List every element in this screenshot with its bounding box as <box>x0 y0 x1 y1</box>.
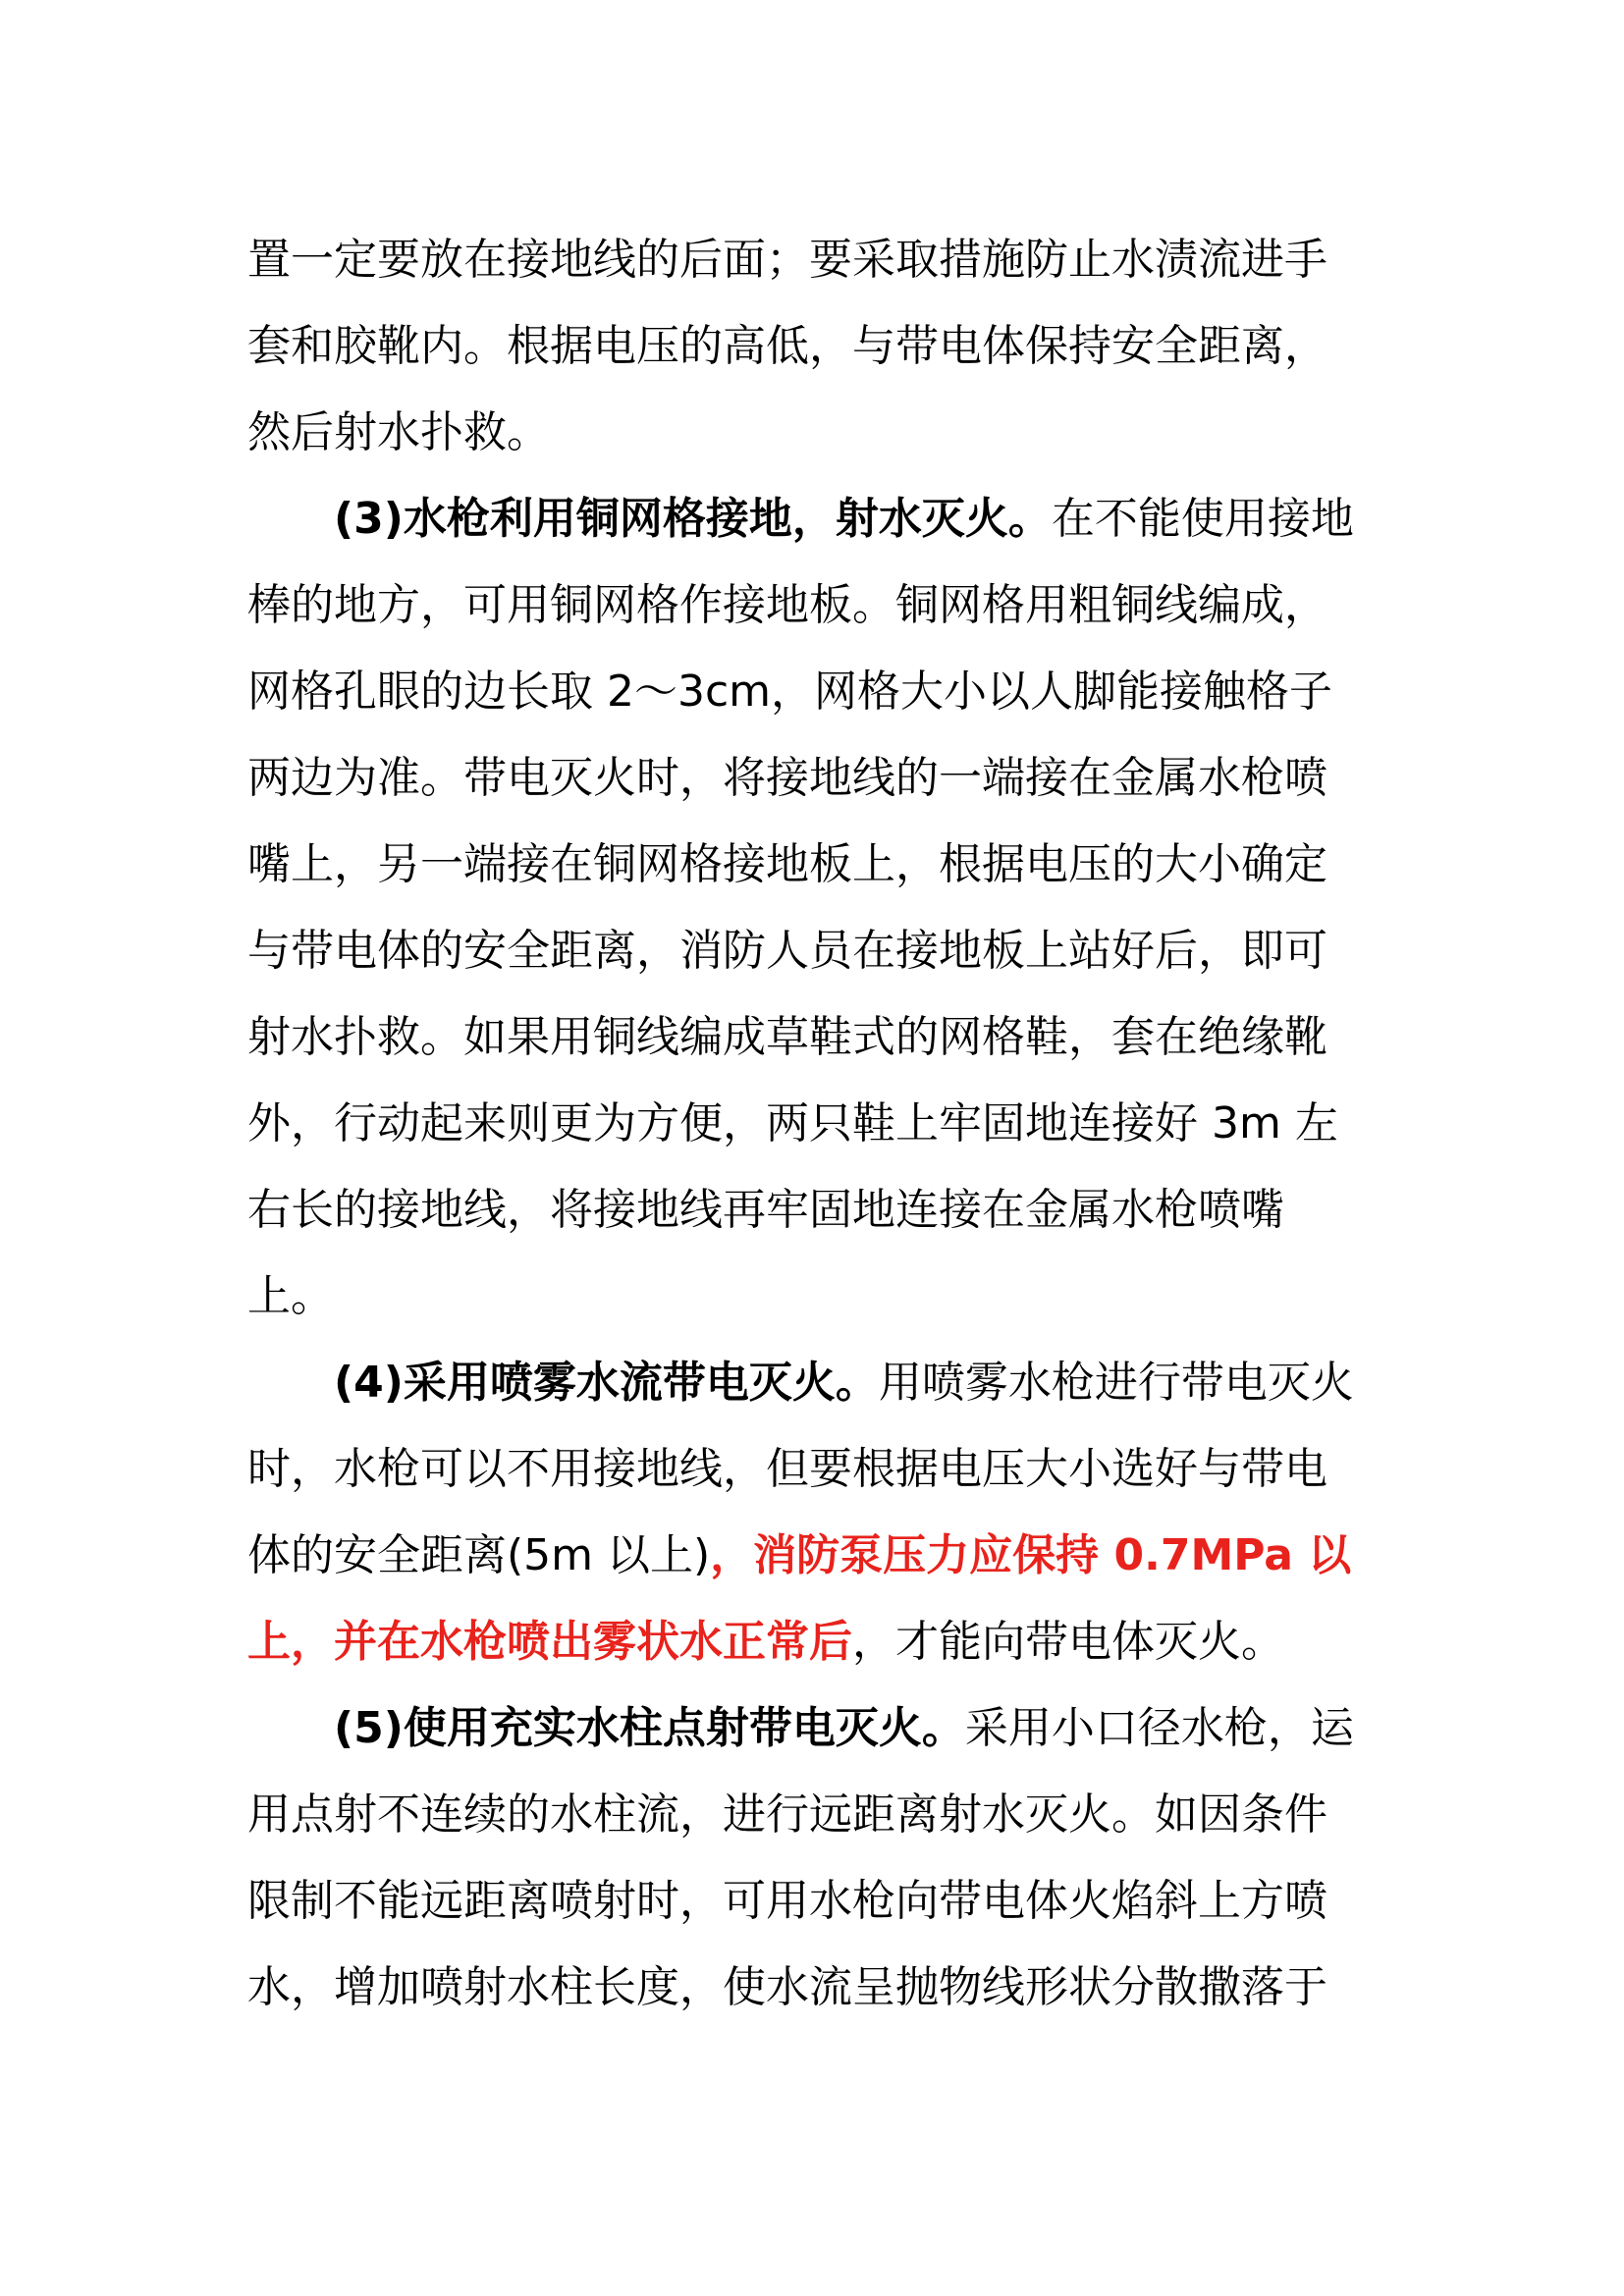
text-line: 置一定要放在接地线的后面；要采取措施防止水渍流进手 <box>247 235 1327 285</box>
text-line: 网格孔眼的边长取 2～3cm，网格大小以人脚能接触格子 <box>247 667 1333 717</box>
paragraph-4-first-line <box>334 1354 1354 1413</box>
paragraph-4-line-3 <box>247 1526 1351 1585</box>
paragraph-4-text: 用喷雾水枪进行带电灭火 <box>878 1358 1354 1408</box>
text-line: 与带电体的安全距离，消防人员在接地板上站好后，即可 <box>247 926 1327 976</box>
paragraph-3-heading: (3)水枪利用铜网格接地，射水灭火。 <box>334 494 1052 544</box>
text-line: 套和胶靴内。根据电压的高低，与带电体保持安全距离， <box>247 321 1327 371</box>
text-line: 右长的接地线，将接地线再牢固地连接在金属水枪喷嘴 <box>247 1185 1284 1235</box>
text-line: 用点射不连续的水柱流，进行远距离射水灭火。如因条件 <box>247 1789 1327 1840</box>
paragraph-4-line-4 <box>247 1613 1284 1672</box>
text-line: 射水扑救。如果用铜线编成草鞋式的网格鞋，套在绝缘靴 <box>247 1012 1327 1062</box>
paragraph-3-first-line <box>334 490 1354 549</box>
paragraph-4-line-4-text: ，才能向带电体灭火。 <box>852 1617 1284 1667</box>
text-line: 水，增加喷射水柱长度，使水流呈抛物线形状分散撒落于 <box>247 1962 1327 2012</box>
paragraph-5-first-line <box>334 1699 1354 1758</box>
text-line: 然后射水扑救。 <box>247 407 550 457</box>
spray-normal-highlight: 上，并在水枪喷出雾状水正常后 <box>247 1617 852 1667</box>
text-line: 限制不能远距离喷射时，可用水枪向带电体火焰斜上方喷 <box>247 1876 1327 1926</box>
paragraph-3-text: 在不能使用接地 <box>1051 494 1354 544</box>
paragraph-4-heading: (4)采用喷雾水流带电灭火。 <box>334 1358 879 1408</box>
text-line: 棒的地方，可用铜网格作接地板。铜网格用粗铜线编成， <box>247 580 1327 630</box>
pump-pressure-highlight: ，消防泵压力应保持 0.7MPa 以 <box>710 1530 1352 1580</box>
text-line: 嘴上，另一端接在铜网格接地板上，根据电压的大小确定 <box>247 839 1327 889</box>
text-line: 两边为准。带电灭火时，将接地线的一端接在金属水枪喷 <box>247 753 1327 803</box>
text-line: 外，行动起来则更为方便，两只鞋上牢固地连接好 3m 左 <box>247 1098 1338 1148</box>
safety-distance-text: 体的安全距离(5m 以上) <box>247 1530 711 1580</box>
paragraph-5-text: 采用小口径水枪，运 <box>964 1703 1354 1753</box>
text-line: 时，水枪可以不用接地线，但要根据电压大小选好与带电 <box>247 1444 1327 1494</box>
paragraph-5-heading: (5)使用充实水柱点射带电灭火。 <box>334 1703 965 1753</box>
text-line: 上。 <box>247 1271 334 1321</box>
